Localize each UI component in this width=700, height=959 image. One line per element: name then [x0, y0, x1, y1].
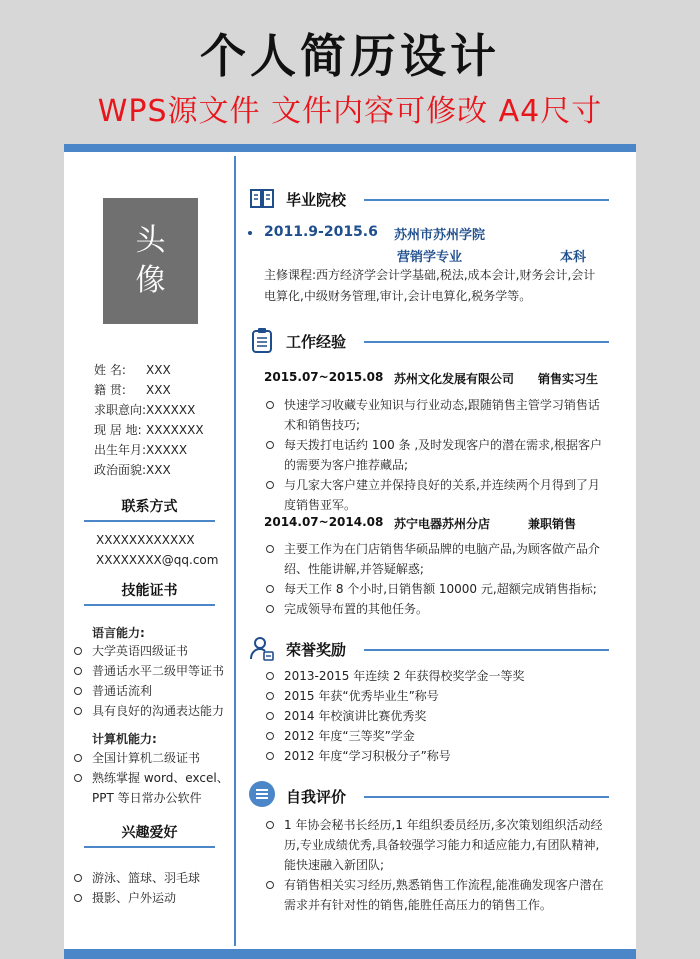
job-role: 销售实习生	[538, 372, 599, 386]
clipboard-icon	[248, 326, 276, 354]
computer-list	[74, 748, 229, 808]
bullet-circle-icon	[266, 545, 274, 553]
bullet-circle-icon	[266, 752, 274, 760]
bullet-circle-icon	[266, 585, 274, 593]
bullet-circle-icon	[74, 687, 82, 695]
bullet-circle-icon	[266, 881, 274, 889]
list-item: 熟练掌握 word、excel、	[74, 768, 229, 788]
list-item: 2012 年度“学习积极分子”称号	[266, 746, 606, 766]
list-item: 2015 年获“优秀毕业生”称号	[266, 686, 606, 706]
education-school: 苏州市苏州学院	[394, 228, 486, 243]
list-item: 大学英语四级证书	[74, 641, 224, 661]
bottom-accent-bar	[64, 949, 636, 959]
honors-rule	[364, 649, 609, 651]
list-item: 完成领导布置的其他任务。	[266, 599, 606, 619]
photo-text-2: 像	[135, 263, 166, 298]
list-item: 具有良好的沟通表达能力	[74, 701, 224, 721]
education-rule	[364, 199, 609, 201]
bullet-circle-icon	[266, 605, 274, 613]
job-2-list	[266, 539, 606, 619]
date-marker-icon	[248, 231, 252, 235]
list-item: PPT 等日常办公软件	[92, 791, 202, 805]
contact-block	[96, 530, 218, 570]
bullet-circle-icon	[74, 874, 82, 882]
bullet-circle-icon	[266, 692, 274, 700]
list-item: 摄影、户外运动	[74, 888, 200, 908]
contact-heading: 联系方式	[84, 496, 215, 522]
self-eval-rule	[364, 796, 609, 798]
bullet-circle-icon	[266, 672, 274, 680]
list-item: 主要工作为在门店销售华硕品牌的电脑产品,为顾客做产品介绍、性能讲解,并答疑解惑;	[266, 539, 606, 579]
hobbies-heading: 兴趣爱好	[84, 822, 215, 848]
column-divider	[234, 156, 236, 946]
job-role: 兼职销售	[528, 517, 577, 531]
bullet-circle-icon	[74, 647, 82, 655]
bullet-circle-icon	[266, 401, 274, 409]
list-item: 游泳、篮球、羽毛球	[74, 868, 200, 888]
list-circle-icon	[248, 780, 276, 808]
photo-placeholder	[103, 198, 198, 324]
bullet-circle-icon	[74, 707, 82, 715]
language-list	[74, 641, 224, 721]
list-item: 1 年协会秘书长经历,1 年组织委员经历,多次策划组织活动经历,专业成绩优秀,具备较强学习能力和适应能力,有团队精神,能快速融入新团队;	[266, 815, 606, 875]
list-item: 全国计算机二级证书	[74, 748, 229, 768]
job-date: 2014.07~2014.08	[264, 515, 384, 529]
job-company: 苏州文化发展有限公司	[394, 372, 515, 386]
book-icon	[248, 184, 276, 212]
contact-phone: XXXXXXXXXXXX	[96, 533, 195, 547]
banner-title: 个人简历设计	[200, 29, 500, 83]
bullet-circle-icon	[266, 712, 274, 720]
list-item: 2013-2015 年连续 2 年获得校奖学金一等奖	[266, 666, 606, 686]
info-row-birth: 出生年月:XXXXX	[94, 443, 188, 457]
resume-page	[64, 144, 636, 959]
hobbies-list	[74, 868, 200, 908]
self-eval-heading: 自我评价	[286, 788, 347, 806]
bullet-circle-icon	[74, 754, 82, 762]
list-item: 与几家大客户建立并保持良好的关系,并连续两个月得到了月度销售亚军。	[266, 475, 606, 515]
bullet-circle-icon	[266, 821, 274, 829]
info-row-origin: 籍 贯: XXX	[94, 383, 171, 397]
bullet-circle-icon	[74, 667, 82, 675]
job-1-list	[266, 395, 606, 515]
work-heading: 工作经验	[286, 333, 347, 351]
banner-subtitle: WPS源文件 文件内容可修改 A4尺寸	[97, 94, 603, 129]
education-heading: 毕业院校	[286, 191, 347, 209]
personal-info	[94, 360, 234, 480]
bullet-circle-icon	[266, 732, 274, 740]
list-item: 2014 年校演讲比赛优秀奖	[266, 706, 606, 726]
job-date: 2015.07~2015.08	[264, 370, 384, 384]
education-courses: 主修课程:西方经济学会计学基础,税法,成本会计,财务会计,会计电算化,中级财务管理,审计,会计电算化,税务学等。	[264, 268, 596, 303]
computer-label: 计算机能力:	[92, 732, 157, 746]
list-item: 普通话水平二级甲等证书	[74, 661, 224, 681]
honors-heading: 荣誉奖励	[286, 641, 347, 659]
education-date: 2011.9-2015.6	[264, 224, 378, 240]
list-item: 有销售相关实习经历,熟悉销售工作流程,能准确发现客户潜在需求并有针对性的销售,能胜任高压力的销售工作。	[266, 875, 606, 915]
info-row-residence: 现 居 地: XXXXXXX	[94, 423, 204, 437]
info-row-political: 政治面貌:XXX	[94, 463, 171, 477]
job-company: 苏宁电器苏州分店	[394, 517, 491, 531]
award-person-icon	[248, 634, 276, 662]
info-row-name: 姓 名: XXX	[94, 363, 171, 377]
list-item: 2012 年度“三等奖”学金	[266, 726, 606, 746]
list-item: 每天工作 8 个小时,日销售额 10000 元,超额完成销售指标;	[266, 579, 606, 599]
list-item: 快速学习收藏专业知识与行业动态,跟随销售主管学习销售话术和销售技巧;	[266, 395, 606, 435]
top-accent-bar	[64, 144, 636, 152]
list-item: 每天拨打电话约 100 条 ,及时发现客户的潜在需求,根据客户的需要为客户推荐藏品;	[266, 435, 606, 475]
bullet-circle-icon	[266, 441, 274, 449]
honors-list	[266, 666, 606, 766]
self-eval-list	[266, 815, 606, 915]
skills-heading: 技能证书	[84, 580, 215, 606]
bullet-circle-icon	[266, 481, 274, 489]
list-item: 普通话流利	[74, 681, 224, 701]
education-major: 营销学专业	[397, 250, 463, 265]
photo-text-1: 头	[135, 223, 166, 258]
education-degree: 本科	[560, 250, 587, 265]
info-row-intent: 求职意向:XXXXXX	[94, 403, 196, 417]
language-label: 语言能力:	[92, 626, 145, 640]
contact-email: XXXXXXXX@qq.com	[96, 553, 219, 567]
work-rule	[364, 341, 609, 343]
bullet-circle-icon	[74, 774, 82, 782]
bullet-circle-icon	[74, 894, 82, 902]
